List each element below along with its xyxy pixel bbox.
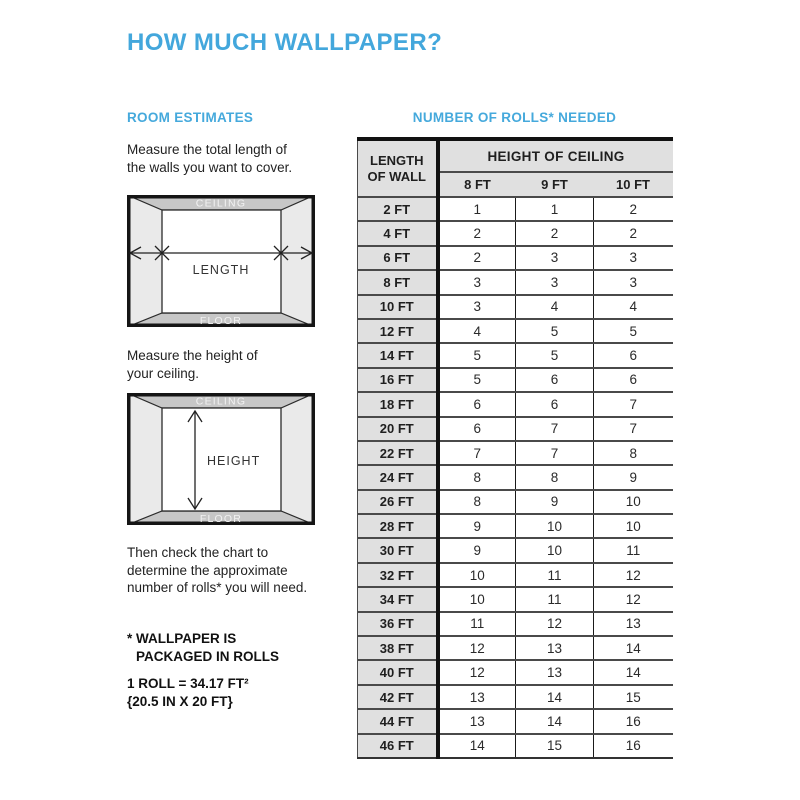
page-title: HOW MUCH WALLPAPER? bbox=[127, 29, 443, 56]
rolls-value-cell: 8 bbox=[594, 441, 673, 465]
rolls-value-cell: 13 bbox=[594, 612, 673, 636]
wall-length-cell: 32 FT bbox=[358, 563, 438, 587]
wall-length-cell: 6 FT bbox=[358, 246, 438, 270]
height-label: HEIGHT bbox=[207, 454, 261, 468]
rolls-value-cell: 9 bbox=[438, 514, 516, 538]
wall-length-cell: 10 FT bbox=[358, 295, 438, 319]
rolls-table-container bbox=[357, 137, 673, 759]
wall-length-cell: 18 FT bbox=[358, 392, 438, 416]
rolls-value-cell: 1 bbox=[516, 197, 594, 221]
rolls-table bbox=[357, 137, 673, 759]
rolls-value-cell: 10 bbox=[438, 587, 516, 611]
rolls-value-cell: 10 bbox=[594, 490, 673, 514]
rolls-value-cell: 8 bbox=[438, 465, 516, 489]
rolls-value-cell: 5 bbox=[438, 368, 516, 392]
rolls-value-cell: 6 bbox=[516, 392, 594, 416]
table-row bbox=[358, 343, 673, 367]
length-of-wall-header bbox=[358, 139, 438, 197]
table-row bbox=[358, 538, 673, 562]
instruction-line: Then check the chart to bbox=[127, 545, 269, 560]
wall-length-cell: 38 FT bbox=[358, 636, 438, 660]
rolls-value-cell: 7 bbox=[594, 417, 673, 441]
rolls-value-cell: 2 bbox=[438, 246, 516, 270]
wall-length-cell: 40 FT bbox=[358, 660, 438, 684]
rolls-value-cell: 6 bbox=[438, 417, 516, 441]
table-row bbox=[358, 295, 673, 319]
room-height-diagram bbox=[127, 393, 315, 525]
rolls-value-cell: 11 bbox=[516, 563, 594, 587]
rolls-value-cell: 13 bbox=[516, 660, 594, 684]
table-row bbox=[358, 709, 673, 733]
rolls-value-cell: 12 bbox=[594, 587, 673, 611]
rolls-value-cell: 10 bbox=[516, 514, 594, 538]
wall-length-cell: 36 FT bbox=[358, 612, 438, 636]
table-row bbox=[358, 734, 673, 758]
rolls-value-cell: 2 bbox=[438, 221, 516, 245]
height-of-ceiling-header: HEIGHT OF CEILING bbox=[438, 139, 673, 172]
rolls-value-cell: 16 bbox=[594, 709, 673, 733]
wall-length-cell: 12 FT bbox=[358, 319, 438, 343]
table-row bbox=[358, 197, 673, 221]
wall-length-cell: 24 FT bbox=[358, 465, 438, 489]
wall-length-cell: 16 FT bbox=[358, 368, 438, 392]
rolls-value-cell: 3 bbox=[438, 270, 516, 294]
measure-length-instruction bbox=[127, 141, 292, 176]
rolls-value-cell: 4 bbox=[516, 295, 594, 319]
table-row bbox=[358, 441, 673, 465]
rolls-value-cell: 1 bbox=[438, 197, 516, 221]
rolls-value-cell: 10 bbox=[594, 514, 673, 538]
table-row bbox=[358, 563, 673, 587]
rolls-value-cell: 15 bbox=[516, 734, 594, 758]
table-row bbox=[358, 514, 673, 538]
rolls-value-cell: 12 bbox=[438, 660, 516, 684]
rolls-value-cell: 14 bbox=[594, 636, 673, 660]
wall-length-cell: 2 FT bbox=[358, 197, 438, 221]
table-row bbox=[358, 612, 673, 636]
wall-length-cell: 28 FT bbox=[358, 514, 438, 538]
col-header-8ft: 8 FT bbox=[438, 172, 516, 197]
col-header-10ft: 10 FT bbox=[594, 172, 673, 197]
table-row bbox=[358, 465, 673, 489]
floor-label: FLOOR bbox=[199, 513, 243, 525]
table-row bbox=[358, 221, 673, 245]
col-header-9ft: 9 FT bbox=[516, 172, 594, 197]
rolls-value-cell: 14 bbox=[438, 734, 516, 758]
rolls-table-body bbox=[358, 197, 673, 758]
note-line: PACKAGED IN ROLLS bbox=[136, 649, 280, 664]
wallpaper-rolls-note bbox=[127, 630, 279, 666]
rolls-value-cell: 13 bbox=[516, 636, 594, 660]
room-back-wall bbox=[162, 210, 281, 313]
instruction-line: number of rolls* you will need. bbox=[127, 580, 308, 595]
rolls-value-cell: 16 bbox=[594, 734, 673, 758]
rolls-value-cell: 7 bbox=[516, 441, 594, 465]
table-row bbox=[358, 636, 673, 660]
rolls-value-cell: 9 bbox=[438, 538, 516, 562]
wall-length-cell: 26 FT bbox=[358, 490, 438, 514]
rolls-value-cell: 14 bbox=[516, 709, 594, 733]
rolls-value-cell: 14 bbox=[594, 660, 673, 684]
rolls-value-cell: 11 bbox=[438, 612, 516, 636]
wall-length-cell: 22 FT bbox=[358, 441, 438, 465]
length-label: LENGTH bbox=[192, 263, 250, 277]
rolls-value-cell: 11 bbox=[516, 587, 594, 611]
rolls-value-cell: 3 bbox=[516, 270, 594, 294]
wall-length-cell: 20 FT bbox=[358, 417, 438, 441]
wall-length-cell: 14 FT bbox=[358, 343, 438, 367]
instruction-line: your ceiling. bbox=[127, 365, 200, 381]
room-estimates-heading: ROOM ESTIMATES bbox=[127, 110, 254, 125]
rolls-value-cell: 7 bbox=[594, 392, 673, 416]
table-row bbox=[358, 270, 673, 294]
wall-length-cell: 44 FT bbox=[358, 709, 438, 733]
wall-length-cell: 8 FT bbox=[358, 270, 438, 294]
rolls-table-head bbox=[358, 139, 673, 197]
table-row bbox=[358, 246, 673, 270]
table-row bbox=[358, 392, 673, 416]
roll-size-spec bbox=[127, 675, 249, 711]
rolls-value-cell: 12 bbox=[594, 563, 673, 587]
rolls-value-cell: 12 bbox=[438, 636, 516, 660]
rolls-value-cell: 9 bbox=[594, 465, 673, 489]
table-row bbox=[358, 417, 673, 441]
rolls-value-cell: 5 bbox=[516, 319, 594, 343]
check-chart-instruction bbox=[127, 544, 307, 597]
rolls-value-cell: 6 bbox=[516, 368, 594, 392]
rolls-value-cell: 10 bbox=[516, 538, 594, 562]
rolls-value-cell: 8 bbox=[438, 490, 516, 514]
spec-line: 1 ROLL = 34.17 FT² bbox=[127, 676, 249, 691]
rolls-value-cell: 7 bbox=[516, 417, 594, 441]
spec-line: {20.5 IN X 20 FT} bbox=[127, 694, 233, 709]
rolls-value-cell: 5 bbox=[594, 319, 673, 343]
rolls-value-cell: 14 bbox=[516, 685, 594, 709]
measure-height-instruction bbox=[127, 347, 258, 382]
wall-length-cell: 42 FT bbox=[358, 685, 438, 709]
wall-length-cell: 4 FT bbox=[358, 221, 438, 245]
room-length-diagram bbox=[127, 195, 315, 327]
rolls-value-cell: 6 bbox=[594, 343, 673, 367]
rolls-value-cell: 7 bbox=[438, 441, 516, 465]
rolls-value-cell: 2 bbox=[594, 221, 673, 245]
rolls-value-cell: 5 bbox=[516, 343, 594, 367]
floor-label: FLOOR bbox=[199, 315, 243, 327]
rolls-value-cell: 13 bbox=[438, 685, 516, 709]
table-row bbox=[358, 319, 673, 343]
note-line: * WALLPAPER IS bbox=[127, 631, 237, 646]
rolls-value-cell: 3 bbox=[438, 295, 516, 319]
header-line: OF WALL bbox=[367, 168, 426, 184]
rolls-value-cell: 11 bbox=[594, 538, 673, 562]
ceiling-label: CEILING bbox=[195, 395, 247, 408]
rolls-needed-heading: NUMBER OF ROLLS* NEEDED bbox=[412, 110, 617, 125]
instruction-line: Measure the height of bbox=[127, 348, 258, 363]
header-line: LENGTH bbox=[370, 152, 424, 168]
rolls-value-cell: 3 bbox=[516, 246, 594, 270]
rolls-value-cell: 13 bbox=[438, 709, 516, 733]
rolls-value-cell: 5 bbox=[438, 343, 516, 367]
rolls-value-cell: 2 bbox=[594, 197, 673, 221]
instruction-line: the walls you want to cover. bbox=[127, 159, 293, 175]
rolls-value-cell: 2 bbox=[516, 221, 594, 245]
instruction-line: determine the approximate bbox=[127, 562, 288, 578]
rolls-value-cell: 8 bbox=[516, 465, 594, 489]
rolls-value-cell: 9 bbox=[516, 490, 594, 514]
rolls-value-cell: 10 bbox=[438, 563, 516, 587]
instruction-line: Measure the total length of bbox=[127, 142, 287, 157]
table-row bbox=[358, 587, 673, 611]
rolls-value-cell: 6 bbox=[594, 368, 673, 392]
ceiling-label: CEILING bbox=[195, 197, 247, 210]
wall-length-cell: 30 FT bbox=[358, 538, 438, 562]
rolls-value-cell: 6 bbox=[438, 392, 516, 416]
wall-length-cell: 34 FT bbox=[358, 587, 438, 611]
table-row bbox=[358, 685, 673, 709]
rolls-value-cell: 12 bbox=[516, 612, 594, 636]
rolls-value-cell: 4 bbox=[438, 319, 516, 343]
rolls-value-cell: 3 bbox=[594, 246, 673, 270]
table-row bbox=[358, 660, 673, 684]
table-row bbox=[358, 368, 673, 392]
wall-length-cell: 46 FT bbox=[358, 734, 438, 758]
rolls-value-cell: 15 bbox=[594, 685, 673, 709]
table-row bbox=[358, 490, 673, 514]
rolls-value-cell: 3 bbox=[594, 270, 673, 294]
rolls-value-cell: 4 bbox=[594, 295, 673, 319]
